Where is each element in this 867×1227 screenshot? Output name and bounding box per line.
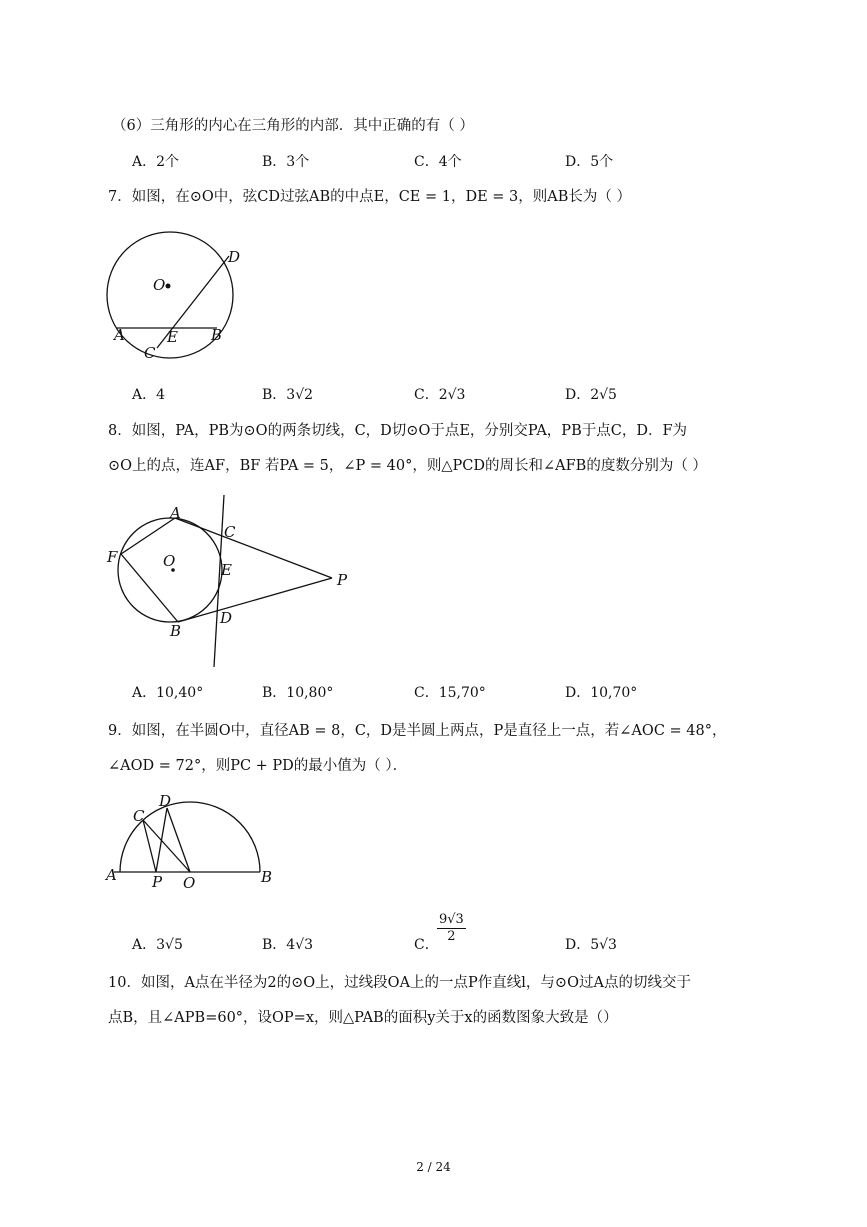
q8-label-b: B [170, 622, 182, 640]
q7-option-a: A．4 [132, 387, 166, 403]
q9-label-a: A [106, 866, 117, 884]
q7-option-b: B．3√2 [262, 387, 314, 403]
q8-option-a: A．10,40° [132, 685, 204, 701]
q8-label-c: C [224, 523, 236, 541]
q8-option-d: D．10,70° [565, 685, 638, 701]
q8-stem-line2: ⊙O上的点，连AF，BF 若PA = 5，∠P = 40°，则△PCD的周长和∠AFB的度数分别为（ ） [108, 458, 707, 474]
q8-figure [100, 490, 360, 670]
q8-label-e: E [221, 561, 232, 579]
q6-option-c: C．4个 [414, 154, 462, 170]
q8-label-f: F [107, 548, 118, 566]
q8-stem-line1: 8．如图，PA，PB为⊙O的两条切线，C，D切⊙O于点E，分别交PA，PB于点C，D．F为 [108, 423, 687, 439]
q9-option-c-numerator: 9√3 [439, 912, 464, 927]
q9-option-c-denominator: 2 [447, 929, 456, 944]
q6-option-d: D．5个 [565, 154, 614, 170]
q9-stem-line1: 9．如图，在半圆O中，直径AB = 8，C，D是半圆上两点，P是直径上一点，若∠AOC = 48°， [108, 723, 727, 739]
q6-option-b: B．3个 [262, 154, 310, 170]
q7-label-e: E [167, 328, 178, 346]
q7-label-d: D [228, 248, 241, 266]
q7-figure [100, 230, 260, 370]
q7-stem: 7．如图，在⊙O中，弦CD过弦AB的中点E，CE = 1，DE = 3，则AB长为（ ） [108, 189, 632, 205]
q8-label-p: P [337, 571, 348, 589]
q9-option-d: D．5√3 [565, 937, 617, 953]
q8-option-c: C．15,70° [414, 685, 486, 701]
q7-label-b: B [211, 326, 223, 344]
q8-label-d: D [220, 609, 233, 627]
q6-item6: （6）三角形的内心在三角形的内部．其中正确的有（ ） [112, 118, 474, 134]
q8-label-a: A [170, 504, 181, 522]
q7-label-o: O [153, 276, 166, 294]
q9-label-o: O [183, 874, 196, 892]
q9-stem-line2: ∠AOD = 72°，则PC + PD的最小值为（ ）． [108, 758, 408, 774]
q10-stem-line2: 点B，且∠APB=60°，设OP=x，则△PAB的面积y关于x的函数图象大致是（） [108, 1010, 618, 1026]
q9-label-p: P [152, 873, 163, 891]
q9-option-b: B．4√3 [262, 937, 314, 953]
q9-figure [100, 790, 280, 890]
q9-label-b: B [261, 868, 273, 886]
q9-label-c: C [133, 807, 145, 825]
q7-option-c: C．2√3 [414, 387, 466, 403]
q8-option-b: B．10,80° [262, 685, 334, 701]
q6-option-a: A．2个 [132, 154, 180, 170]
q9-option-c: C． [414, 937, 439, 953]
q10-stem-line1: 10．如图，A点在半径为2的⊙O上，过线段OA上的一点P作直线l，与⊙O过A点的切线交于 [108, 975, 691, 991]
q9-label-d: D [159, 792, 172, 810]
q7-option-d: D．2√5 [565, 387, 617, 403]
q9-option-c-fraction [437, 912, 466, 945]
q9-option-a: A．3√5 [132, 937, 183, 953]
q7-label-c: C [144, 344, 156, 362]
page-number: 2 / 24 [416, 1160, 451, 1174]
q7-label-a: A [114, 326, 125, 344]
q8-label-o: O [163, 552, 176, 570]
